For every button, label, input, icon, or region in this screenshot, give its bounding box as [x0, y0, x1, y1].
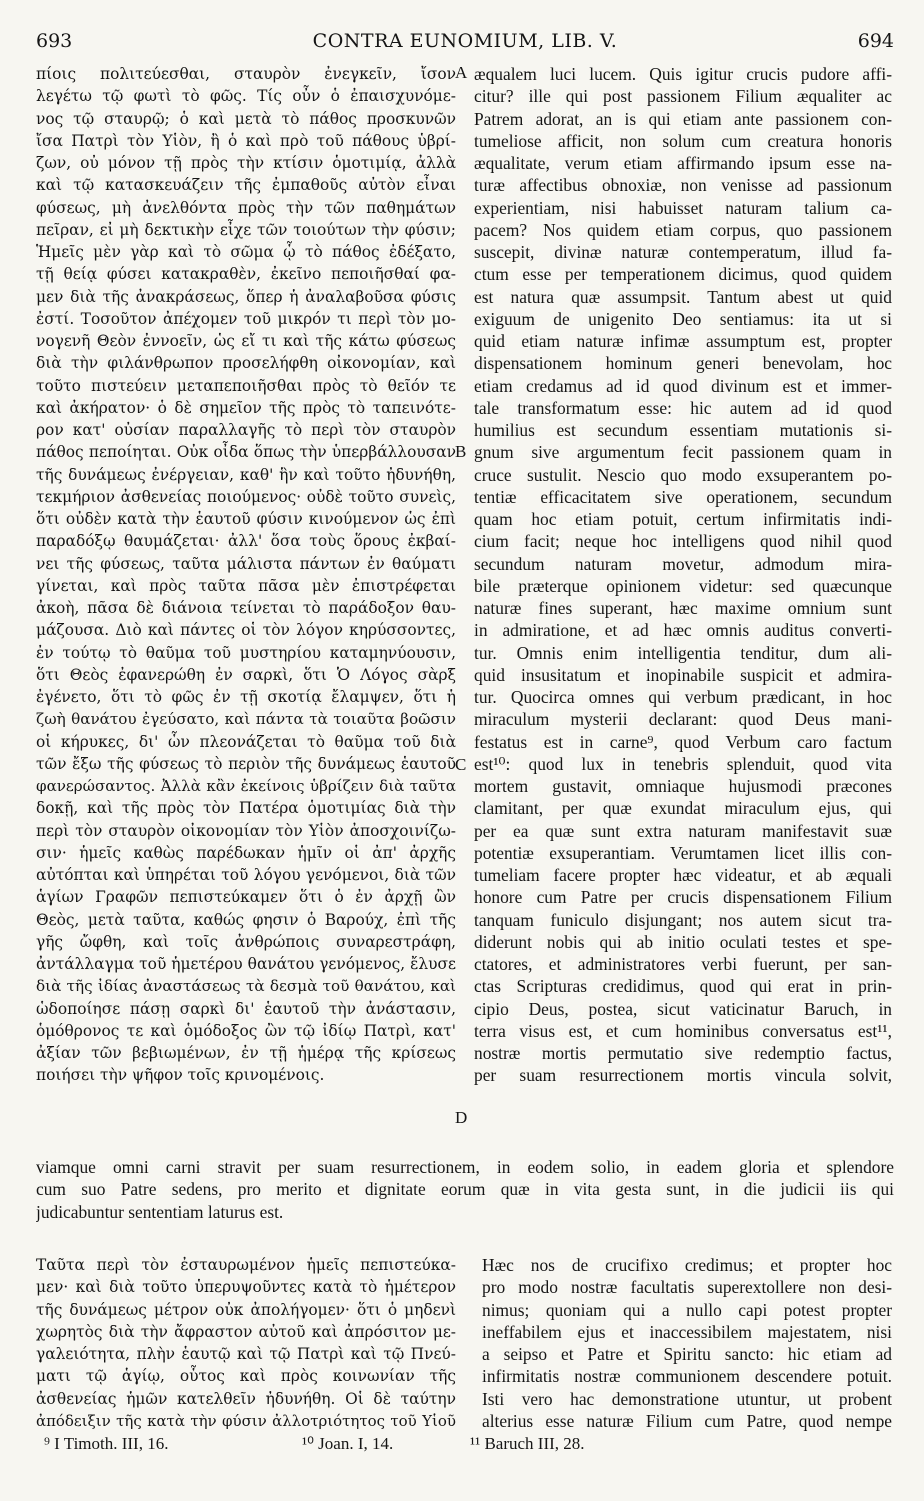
latin-column-top	[474, 63, 892, 1087]
section-marker-d: D	[455, 1108, 468, 1127]
text-line: bile præterque opinionem videtur: sed quæcunque	[474, 575, 892, 596]
text-line: νογενῆ Θεὸν ἐννοεῖν, ὡς εἴ τι καὶ τῆς κάτω φύσεως	[36, 332, 456, 350]
text-line: τῶν ἔξω τῆς φύσεως τὸ περιὸν τῆς δυνάμεως ἑαυτοῦ	[36, 754, 456, 773]
text-line: Ἡμεῖς μὲν γὰρ καὶ τὸ σῶμα ᾧ τὸ πάθος ἐδέξατο,	[36, 243, 456, 261]
text-line: ἀξίαν τῶν βεβιωμένων, ἐν τῇ ἡμέρᾳ τῆς κρίσεως	[36, 1044, 456, 1062]
section-marker-a: A	[455, 63, 468, 82]
text-line: suscepit, divinæ naturæ contemperatum, illud fa-	[474, 242, 892, 262]
text-line: γῆς ὤφθη, καὶ τοῖς ἀνθρώποις συναρεστράφη,	[36, 932, 456, 951]
text-line: cruce sustulit. Nescio quo modo exsuperantem po-	[474, 464, 892, 485]
text-line: ρον κατ' οὐσίαν παραλλαγῆς τὸ περὶ τὸν σταυρὸν	[36, 421, 456, 439]
text-line: æqualitate, verum etiam affirmando ipsum esse na-	[474, 153, 892, 173]
text-line: nimus; quoniam qui a nullo capi potest propter	[482, 1299, 892, 1320]
text-line: cipio Deus, postea, sicut vaticinatur Baruch, in	[474, 998, 892, 1019]
text-line: ineffabilem ejus et inaccessibilem majestatem, nisi	[482, 1321, 892, 1342]
text-line: dispensationem hominum generi benevolam, hoc	[474, 353, 892, 374]
text-line: humilius est secundum essentiam mutationis si-	[474, 420, 892, 440]
text-line: ὁμόθρονος τε καὶ ὁμόδοξος ὢν τῷ ἰδίῳ Πατρὶ, κατ'	[36, 1021, 456, 1040]
text-line: honore cum Patre per crucis dispensationem Filium	[474, 887, 892, 908]
text-line: festatus est in carne⁹, quod Verbum caro factum	[474, 731, 892, 752]
text-line: πάθος πεποίηται. Οὐκ οἶδα ὅπως τὴν ὑπερβάλλουσαν	[36, 443, 456, 462]
text-line: a seipso et Patre et Spiritu sancto: hic etiam ad	[482, 1344, 892, 1364]
text-line: ἀπόδειξιν τῆς κατὰ τὴν φύσιν ἀλλοτριότητος τοῦ Υἱοῦ	[36, 1411, 456, 1430]
text-line: λεγέτω τῷ φωτὶ τὸ φῶς. Τίς οὖν ὁ ἐπαισχυνόμε-	[36, 87, 456, 106]
footnote: ⁹ I Timoth. III, 16.	[44, 1434, 169, 1453]
section-marker-b: B	[455, 442, 467, 461]
text-line: judicabuntur sententiam laturus est.	[36, 1201, 284, 1222]
text-line: περὶ τὸν σταυρὸν οἰκονομίαν τὸν Υἱὸν ἀποσχοινίζω-	[36, 821, 456, 840]
text-line: cum suo Patre sedens, pro merito et dignitate eorum quæ in vita gesta sunt, in die judicii iis qui	[36, 1179, 894, 1200]
text-line: ἐστί. Τοσοῦτον ἀπέχομεν τοῦ μικρόν τι περὶ τὸν μο-	[36, 309, 456, 328]
text-line: etiam credamus ad id quod divinum est et immer-	[474, 375, 892, 396]
text-line: τεκμήριον ἀσθενείας ποιούμενος· οὐδὲ τοῦτο συνεὶς,	[36, 487, 456, 506]
running-header	[36, 30, 894, 60]
text-line: δοκῇ, καὶ τῆς πρὸς τὸν Πατέρα ὁμοτιμίας διὰ τὴν	[36, 799, 456, 818]
text-line: μεν διὰ τῆς ἀνακράσεως, ὅπερ ἡ ἀναλαβοῦσα φύσις	[36, 287, 456, 306]
text-line: ἴσα Πατρὶ τὸν Υἱὸν, ἢ ὁ καὶ πρὸ τοῦ πάθους ὑβρί-	[36, 131, 456, 150]
text-line: infirmitatis nostræ communionem descendere potuit.	[482, 1366, 892, 1387]
text-line: καὶ ἀκήρατον· ὁ δὲ σημεῖον τῆς πρὸς τὸ ταπεινότε-	[36, 398, 456, 417]
text-line: gnum sive argumentum fecit passionem quam in	[474, 442, 892, 463]
text-line: secundum naturam movetur, admodum mira-	[474, 553, 892, 574]
text-line: σιν· ἡμεῖς καθὼς παρέδωκαν ἡμῖν οἱ ἀπ' ἀρχῆς	[36, 843, 456, 862]
text-line: est¹⁰: quod lux in tenebris splenduit, quod vita	[474, 753, 892, 774]
text-line: cium facit; neque hoc intelligens quod nihil quod	[474, 531, 892, 552]
text-line: μεν· καὶ διὰ τοῦτο ὑπερυψοῦντες κατὰ τὸ ἡμέτερον	[36, 1278, 456, 1297]
text-line: quam hoc etiam potuit, certum infirmitatis indi-	[474, 509, 892, 529]
latin-column-bottom	[482, 1254, 892, 1432]
text-line: tanquam funiculo disjungant; nos autem sicut tra-	[474, 909, 892, 930]
text-line: mortem gustavit, omniaque hujusmodi præcones	[474, 776, 892, 796]
text-line: Isti vero hac demonstratione utuntur, ut probent	[482, 1388, 892, 1409]
text-line: Hæc nos de crucifixo credimus; et propter hoc	[482, 1255, 892, 1275]
text-line: in admiratione, et ad hæc omnis auditus converti-	[474, 620, 892, 641]
text-line: viamque omni carni stravit per suam resurrectionem, in eodem solio, in eadem gloria et splendore	[36, 1157, 894, 1177]
greek-column-top	[36, 63, 456, 1087]
text-line: νει τῆς φύσεως, ταῦτα μάλιστα πάντων ἐν θαύματι	[36, 554, 456, 573]
text-line: γίνεται, καὶ πρὸς ταῦτα πᾶσα μὲν ἐπιστρέφεται	[36, 576, 456, 595]
text-line: φανερώσαντος. Ἀλλὰ κἂν ἐκείνοις ὑβρίζειν διὰ ταῦτα	[36, 777, 456, 795]
text-line: πίοις πολιτεύεσθαι, σταυρὸν ἐνεγκεῖν, ἴσον	[36, 65, 456, 83]
text-line: φύσεως, μὴ ἀνελθόντα πρὸς τὴν τῶν παθημάτων	[36, 198, 456, 217]
text-line: quid insusitatum et inopinabile suspicit et admira-	[474, 664, 892, 685]
text-line: potentiæ exsuperantiam. Verumtamen licet illis con-	[474, 842, 892, 863]
text-line: tur. Quocirca omnes qui verbum prædicant, in hoc	[474, 687, 892, 707]
text-line: ctatores, et administratores verbi fuerunt, per san-	[474, 954, 892, 974]
text-line: æqualem luci lucem. Quis igitur crucis pudore affi-	[474, 64, 892, 84]
text-line: nostræ mortis permutatio sive redemptio factus,	[474, 1043, 892, 1063]
text-line: ἀντάλλαγμα τοῦ ἡμετέρου θανάτου γενόμενος, ἔλυσε	[36, 955, 456, 973]
text-line: διὰ τὴν φιλάνθρωπον προσελήφθη οἰκονομίαν, καὶ	[36, 354, 456, 373]
text-line: μάζουσα. Διὸ καὶ πάντες οἱ τὸν λόγον κηρύσσοντες,	[36, 621, 456, 640]
text-line: Patrem adorat, an is qui etiam ante passionem con-	[474, 108, 892, 129]
text-line: καὶ τῷ κατασκευάζειν τῆς ἐμπαθοῦς αὐτὸν εἶναι	[36, 176, 456, 195]
text-line: ὅτι οὐδὲν κατὰ τὴν ἑαυτοῦ φύσιν κινούμενον ὡς ἐπὶ	[36, 510, 456, 528]
text-line: per suam resurrectionem mortis vincula solvit,	[474, 1065, 892, 1086]
text-line: quid etiam naturæ infimæ assumptum est, propter	[474, 331, 892, 351]
text-line: γαλειότητα, πλὴν ἑαυτῷ καὶ τῷ Πατρὶ καὶ τῷ Πνεύ-	[36, 1345, 456, 1363]
text-line: citur? ille qui post passionem Filium æqualiter ac	[474, 86, 892, 107]
text-line: diderunt nobis qui ab initio oculati testes et spe-	[474, 931, 892, 952]
text-line: terra visus est, et cum hominibus conversatus est¹¹,	[474, 1020, 892, 1041]
text-line: ζων, οὐ μόνον τῇ πρὸς τὴν κτίσιν ὁμοτιμίᾳ, ἀλλὰ	[36, 154, 456, 172]
text-line: ὡδοποίησε πάσῃ σαρκὶ δι' ἑαυτοῦ τὴν ἀνάστασιν,	[36, 999, 456, 1018]
page-number-right: 694	[857, 30, 894, 52]
text-line: tumeliam facere propter hæc videatur, et ab æquali	[474, 865, 892, 885]
text-line: παραδόξῳ θαυμάζεται· ἀλλ' ὅσα τοὺς ὅρους ἐκβαί-	[36, 532, 456, 551]
text-line: tumeliose afficit, non solum cum creatura honoris	[474, 130, 892, 151]
text-line: pacem? Nos quidem etiam corpus, quo passionem	[474, 219, 892, 240]
text-line: ἁγίων Γραφῶν πεπιστεύκαμεν ὅτι ὁ ἐν ἀρχῇ ὢν	[36, 888, 456, 907]
text-line: tale transformatum esse: hic autem ad id quod	[474, 397, 892, 418]
text-line: Ταῦτα περὶ τὸν ἐσταυρωμένον ἡμεῖς πεπιστεύκα-	[36, 1256, 456, 1274]
text-line: ὅτι Θεὸς ἐφανερώθη ἐν σαρκὶ, ὅτι Ὁ Λόγος σὰρξ	[36, 665, 456, 684]
text-line: ματι τῷ ἁγίῳ, οὗτος καὶ πρὸς κοινωνίαν τῆς	[36, 1367, 456, 1386]
page-number-left: 693	[36, 30, 73, 52]
text-line: ἐν τούτῳ τὸ θαῦμα τοῦ μυστηρίου καταμηνύουσιν,	[36, 643, 456, 662]
text-line: tentiæ efficacitatem sive operationem, secundum	[474, 486, 892, 507]
running-title: CONTRA EUNOMIUM, LIB. V.	[312, 30, 618, 52]
text-line: χωρητὸς διὰ τὴν ἄφραστον αὐτοῦ καὶ ἀπρόσιτον με-	[36, 1322, 456, 1341]
text-line: ζωὴ θανάτου ἐγεύσατο, καὶ πάντα τὰ τοιαῦτα βοῶσιν	[36, 710, 456, 729]
text-line: αὐτόπται καὶ ὑπηρέται τοῦ λόγου γενόμενοι, διὰ τῶν	[36, 866, 456, 884]
text-line: experientiam, nisi habuisset naturam talium ca-	[474, 197, 892, 218]
greek-column-bottom	[36, 1254, 456, 1432]
text-line: tur. Omnis enim intelligentia tenditur, dum ali-	[474, 642, 892, 663]
section-marker-c: C	[455, 755, 467, 774]
text-line: ποιήσει τὴν ψῆφον τοῖς κρινομένοις.	[36, 1066, 325, 1085]
text-line: ἀσθενείας ἡμῶν κατελθεῖν ἠδυνήθη. Οἱ δὲ ταύτην	[36, 1389, 456, 1408]
text-line: ctum esse per temperationem dicimus, quod quidem	[474, 264, 892, 285]
text-line: τῆς δυνάμεως ἐνέργειαν, καθ' ἣν καὶ τοῦτο ἠδυνήθη,	[36, 465, 456, 484]
text-line: naturæ fines superant, hæc maxime omnium sunt	[474, 598, 892, 618]
text-line: ctas Scripturas credidimus, quod qui erat in prin-	[474, 976, 892, 997]
text-line: τοῦτο πιστεύειν μεταπεποιῆσθαι πρὸς τὸ θεῖόν τε	[36, 376, 456, 395]
footnote: ¹¹ Baruch III, 28.	[470, 1434, 585, 1453]
text-line: τῆς δυνάμεως μέτρον οὐκ ἀπολήγομεν· ὅτι ὁ μηδενὶ	[36, 1300, 456, 1319]
text-line: οἱ κήρυκες, δι' ὧν πλεονάζεται τὸ θαῦμα τοῦ διὰ	[36, 732, 456, 751]
text-line: turæ affectibus obnoxiæ, non venisse ad passionum	[474, 175, 892, 196]
text-line: ἐγένετο, ὅτι τὸ φῶς ἐν τῇ σκοτίᾳ ἔλαμψεν, ὅτι ἡ	[36, 688, 456, 706]
text-line: τῇ θείᾳ φύσει κατακραθὲν, ἐκεῖνο πεποιῆσθαί φα-	[36, 265, 456, 284]
text-line: clamitant, per quæ exundat miraculum ejus, qui	[474, 798, 892, 819]
text-line: alterius esse naturæ Filium cum Patre, quod nempe	[482, 1410, 892, 1431]
text-line: ἀκοὴ, πᾶσα δὲ διάνοια τείνεται τὸ παράδοξον θαυ-	[36, 599, 456, 617]
text-line: miraculum mysterii declarant: quod Deus mani-	[474, 709, 892, 730]
latin-full-width-paragraph	[36, 1156, 894, 1223]
footnote: ¹⁰ Joan. I, 14.	[302, 1434, 394, 1453]
text-line: exiguum de unigenito Deo sentiamus: ita ut si	[474, 308, 892, 329]
text-line: pro modo nostræ facultatis superextollere non desi-	[482, 1277, 892, 1298]
text-line: per ea quæ sunt extra naturam manifestavit suæ	[474, 820, 892, 841]
text-line: νος τῷ σταυρῷ; ὁ καὶ μετὰ τὸ πάθος προσκυνῶν	[36, 109, 456, 128]
text-line: πεῖραν, εἰ μὴ δεκτικὴν εἶχε τῶν τοιούτων τὴν φύσιν;	[36, 220, 456, 239]
text-line: est natura quæ assumpsit. Tantum abest ut quid	[474, 286, 892, 307]
text-line: διὰ τῆς ἰδίας ἀναστάσεως τὰ δεσμὰ τοῦ θανάτου, καὶ	[36, 977, 456, 996]
text-line: Θεὸς, μετὰ ταῦτα, καθώς φησιν ὁ Βαρούχ, ἐπὶ τῆς	[36, 910, 456, 929]
